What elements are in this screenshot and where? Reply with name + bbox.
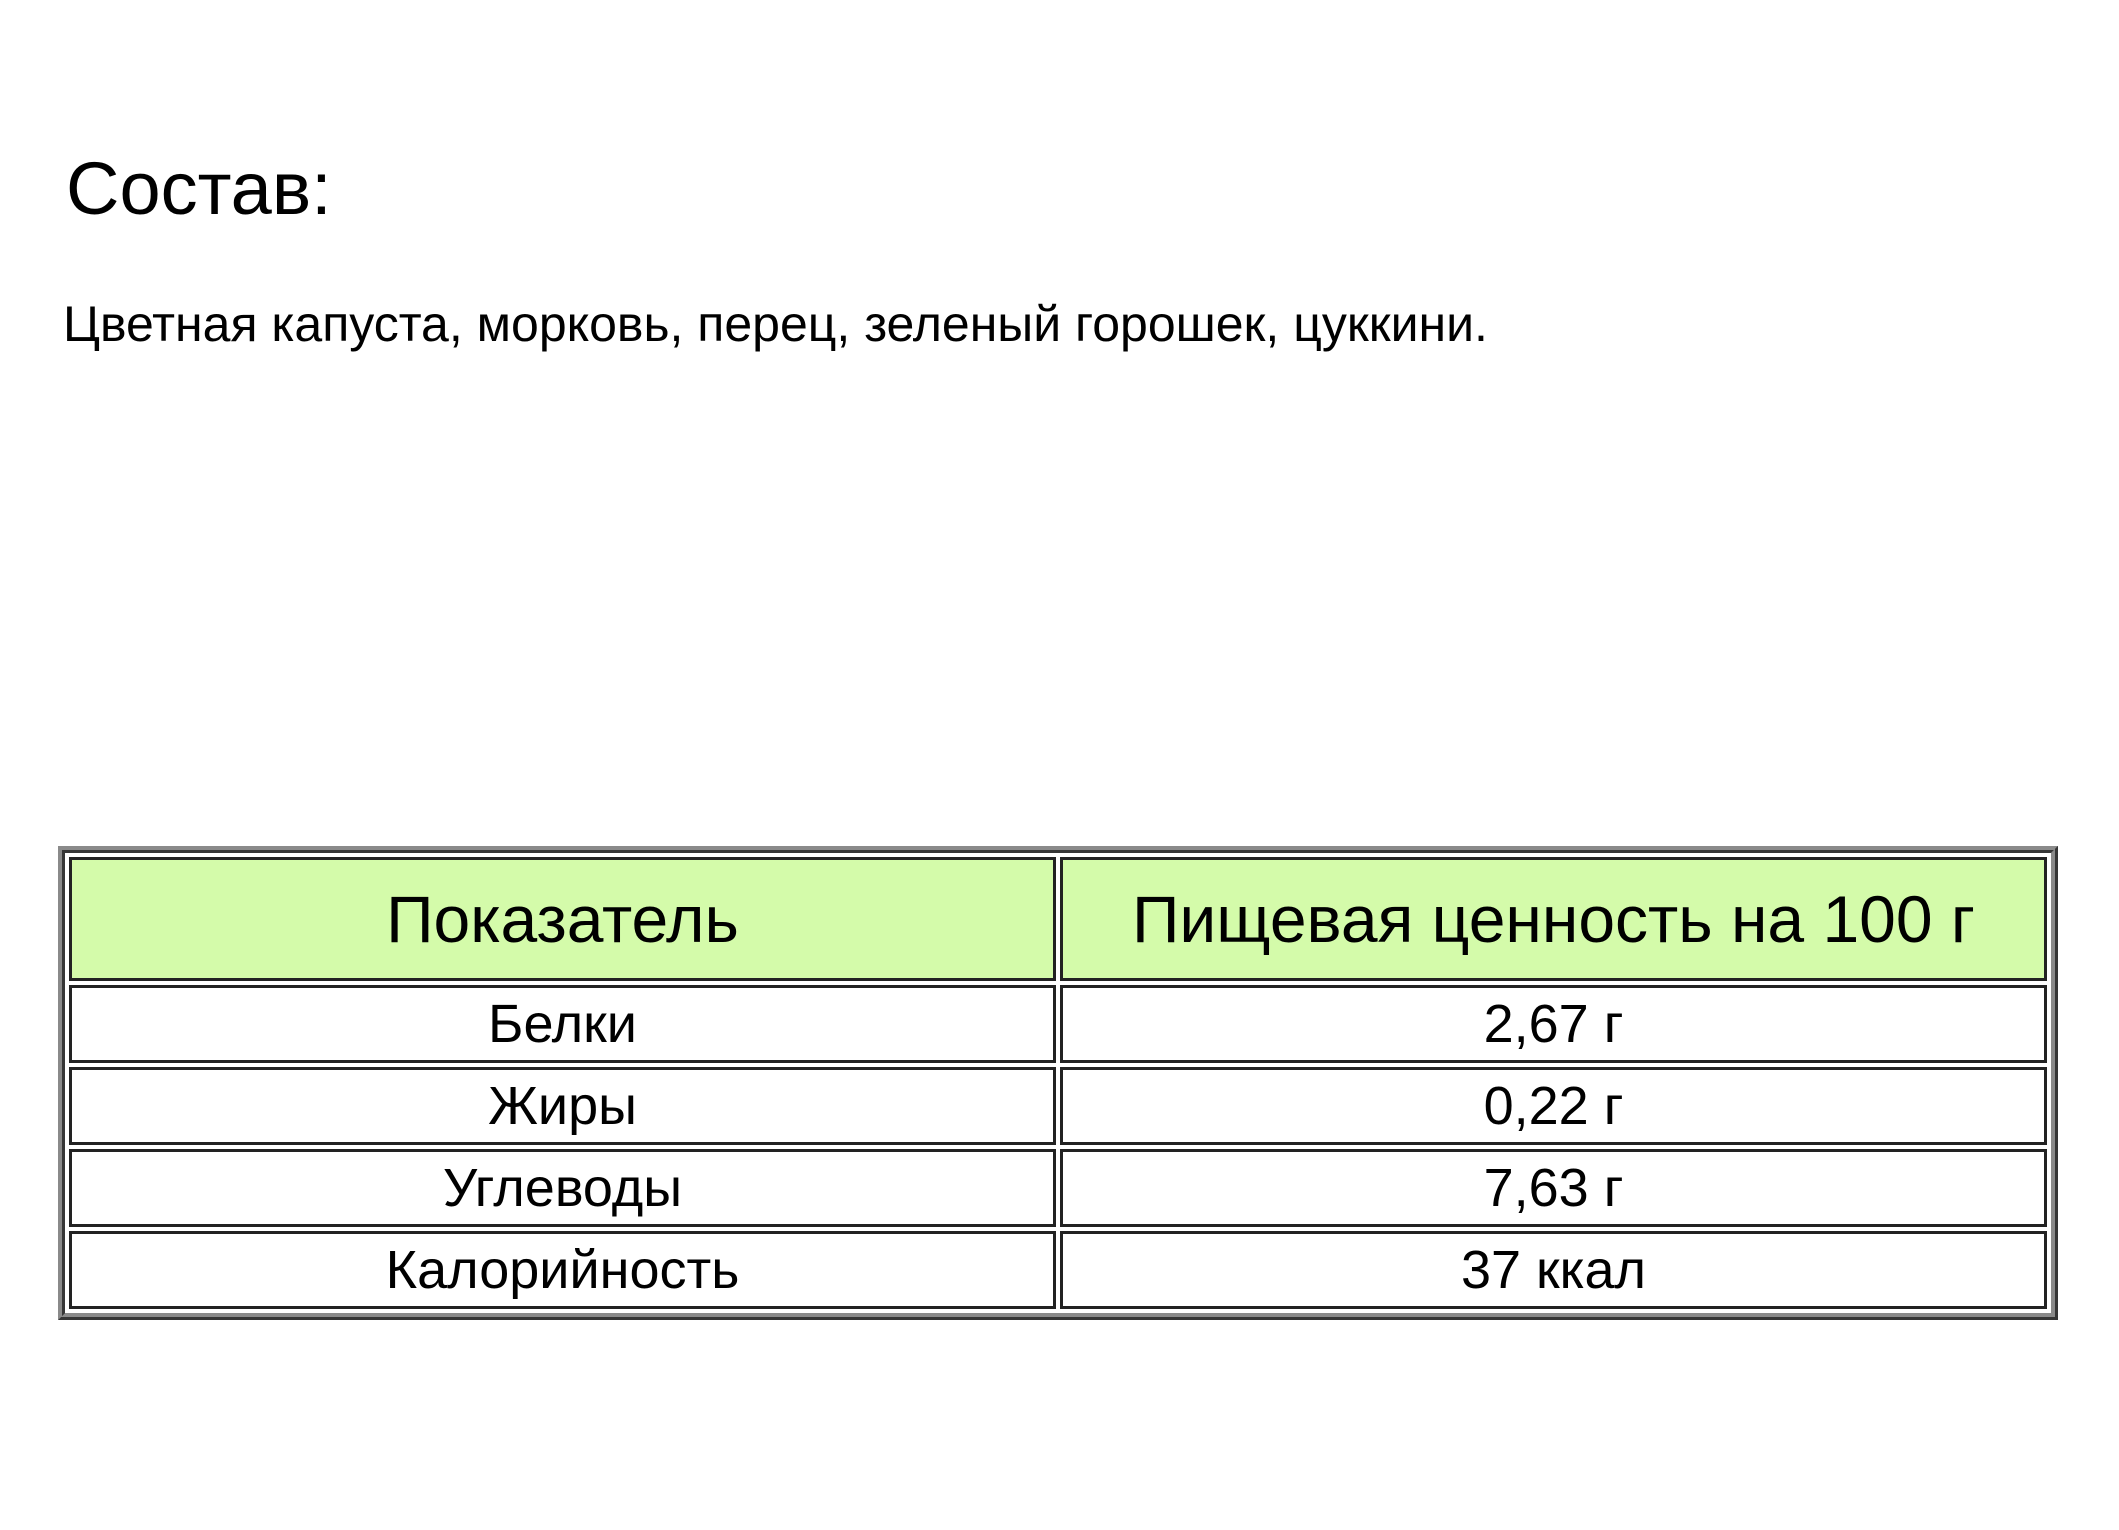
nutrient-value: 7,63 г [1060,1149,2047,1227]
table-row [69,985,2047,1063]
nutrient-value: 37 ккал [1060,1231,2047,1309]
table-header-row [69,857,2047,981]
table-row [69,1067,2047,1145]
nutrient-value: 2,67 г [1060,985,2047,1063]
table-row [69,1149,2047,1227]
nutrient-value: 0,22 г [1060,1067,2047,1145]
page-title: Состав: [66,147,332,230]
nutrient-label: Калорийность [69,1231,1056,1309]
nutrient-label: Белки [69,985,1056,1063]
header-nutrition-value: Пищевая ценность на 100 г [1060,857,2047,981]
table-row [69,1231,2047,1309]
nutrient-label: Углеводы [69,1149,1056,1227]
header-indicator: Показатель [69,857,1056,981]
nutrition-table [58,846,2058,1320]
nutrient-label: Жиры [69,1067,1056,1145]
ingredients-text: Цветная капуста, морковь, перец, зеленый горошек, цуккини. [63,296,1488,352]
